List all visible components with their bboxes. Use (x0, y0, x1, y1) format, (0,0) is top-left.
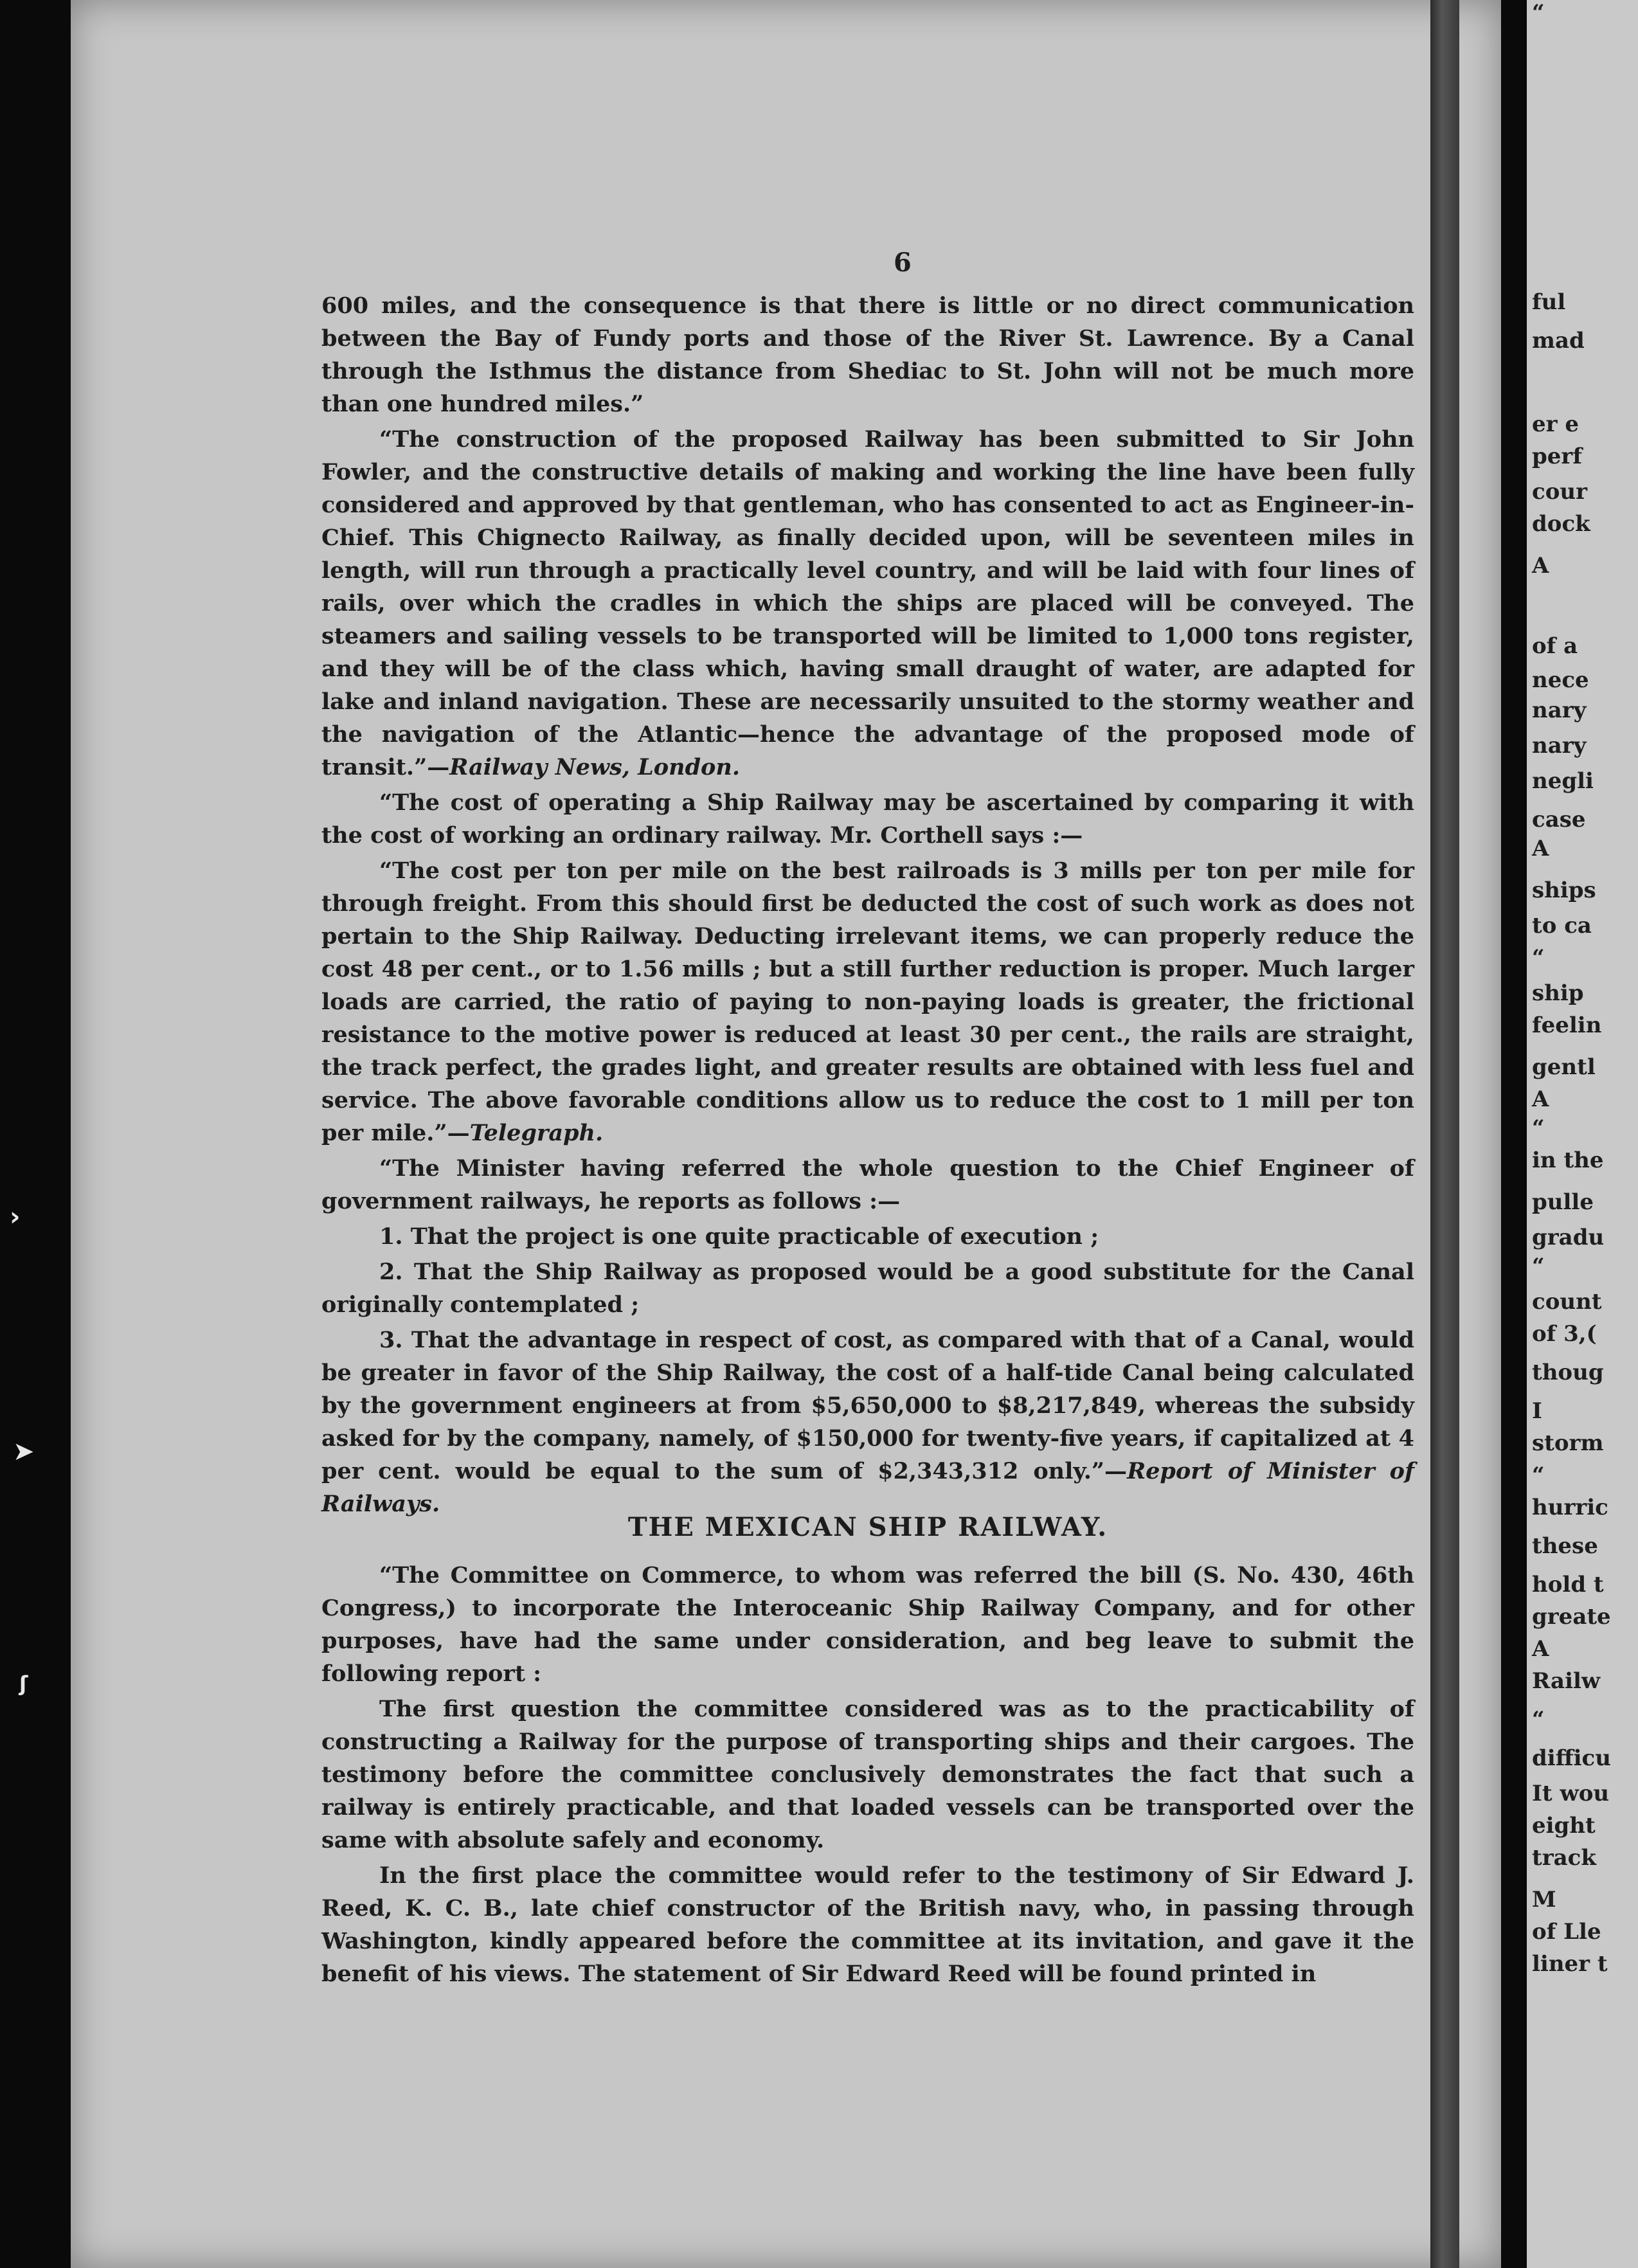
facing-page-fragment: eight (1532, 1813, 1596, 1839)
facing-page-fragment: A (1532, 1636, 1549, 1662)
facing-page-fragment: storm (1532, 1430, 1604, 1456)
facing-page-fragment: these (1532, 1533, 1598, 1559)
facing-page-fragment: “ (1532, 945, 1545, 971)
citation: Report of Minister of Railways. (321, 1458, 1415, 1517)
paragraph: In the first place the committee would refer to the testimony of Sir Edward J. Reed, K. C. B., late chief constructor of the British navy, who, in passing through Washington, kindly appeared before the committee at its invitation, and gave it the benefit of his views. The statement of Sir Edward Reed will be found printed in (321, 1862, 1414, 1987)
quote-text: “The cost per ton per mile on the best railroads is 3 mills per ton per mile for through freight. From this should first be deducted the cost of such work as does not pertain to the Ship Railway. Deducting irrelevant items, we can properly reduce the cost 48 per cent., or to 1.56 mills ; but a still further reduction is proper. Much larger loads are carried, the ratio of paying to non-paying loads is greater, the frictional resistance to the motive power is reduced at least 30 per cent., the rails are straight, the track perfect, the grades light, and greater results are obtained with less fuel and service. The above favorable conditions allow us to reduce the cost to 1 mill per ton per mile.”— (321, 858, 1414, 1146)
facing-page-fragment: “ (1532, 0, 1545, 26)
scan-mark: ʃ (19, 1671, 28, 1696)
paragraph (321, 854, 1414, 1149)
facing-page-fragment: ful (1532, 289, 1566, 315)
facing-page-fragment: “ (1532, 1707, 1545, 1733)
facing-page-fragment: gentl (1532, 1054, 1596, 1080)
facing-page-fragment: dock (1532, 511, 1590, 537)
body-text-upper (321, 289, 1414, 1523)
facing-page-fragment: “ (1532, 1115, 1545, 1141)
facing-page-fragment: feelin (1532, 1013, 1602, 1038)
facing-page-fragment: liner t (1532, 1951, 1608, 1977)
facing-page-fragment: of 3,( (1532, 1321, 1597, 1347)
facing-page-fragment: cour (1532, 479, 1588, 505)
paragraph: The first question the committee considered was as to the practicability of constructing a Railway for the purpose of transporting ships and their cargoes. The testimony before the committee conclusively demonstrates the fact that such a railway is entirely practicable, and that loaded vessels can be transported over the same with absolute safely and economy. (321, 1696, 1414, 1853)
facing-page-edge (1527, 0, 1638, 2268)
paragraph: “The Committee on Commerce, to whom was referred the bill (S. No. 430, 46th Congress,) to incorporate the Interoceanic Ship Railway Company, and for other purposes, have had the same under consideration, and beg leave to submit the following report : (321, 1562, 1414, 1687)
citation: Telegraph. (469, 1120, 604, 1146)
facing-page-fragment: nary (1532, 698, 1587, 723)
facing-page-fragment: “ (1532, 1462, 1545, 1488)
facing-page-fragment: in the (1532, 1148, 1604, 1173)
facing-page-fragment: case (1532, 807, 1586, 833)
facing-page-fragment: hurric (1532, 1495, 1608, 1520)
facing-page-fragment: track (1532, 1845, 1596, 1871)
scan-mark: › (10, 1202, 21, 1232)
facing-page-fragment: of a (1532, 633, 1578, 659)
facing-page-fragment: to ca (1532, 913, 1592, 939)
facing-page-fragment: hold t (1532, 1572, 1604, 1598)
facing-page-fragment: mad (1532, 328, 1585, 354)
scan-mark: ➤ (13, 1437, 35, 1466)
body-text-lower (321, 1559, 1414, 1993)
paragraph: “The Minister having referred the whole question to the Chief Engineer of government railways, he reports as follows :— (321, 1155, 1414, 1214)
list-item: 2. That the Ship Railway as proposed would be a good substitute for the Canal originally contemplated ; (321, 1259, 1414, 1318)
facing-page-fragment: count (1532, 1289, 1602, 1315)
paragraph: “The cost of operating a Ship Railway may be ascertained by comparing it with the cost of working an ordinary railway. Mr. Corthell says :— (321, 789, 1414, 849)
facing-page-fragment: I (1532, 1398, 1542, 1424)
facing-page-fragment: of Lle (1532, 1919, 1601, 1945)
paragraph: 600 miles, and the consequence is that there is little or no direct communication between the Bay of Fundy ports and those of the River St. Lawrence. By a Canal through the Isthmus the distance from Shediac to St. John will not be much more than one hundred miles.” (321, 292, 1414, 417)
paragraph (321, 423, 1414, 784)
list-item (321, 1324, 1414, 1520)
facing-page-fragment: pulle (1532, 1189, 1594, 1215)
page-gutter (1430, 0, 1459, 2268)
facing-page-fragment: A (1532, 1086, 1549, 1112)
facing-page-fragment: nary (1532, 733, 1587, 759)
facing-page-fragment: A (1532, 553, 1549, 579)
facing-page-fragment: Railw (1532, 1668, 1601, 1694)
facing-page-fragment: ship (1532, 980, 1584, 1006)
facing-page-fragment: difficu (1532, 1745, 1611, 1771)
quote-text: “The construction of the proposed Railway has been submitted to Sir John Fowler, and the constructive details of making and working the line have been fully considered and approved by that gentleman, who has consented to act as Engineer-in-Chief. This Chignecto Railway, as finally decided upon, will be seventeen miles in length, will run through a practically level country, and will be laid with four lines of rails, over which the cradles in which the ships are placed will be conveyed. The steamers and sailing vessels to be transported will be limited to 1,000 tons register, and they will be of the class which, having small draught of water, are adapted for lake and inland navigation. These are necessarily unsuited to the stormy weather and the navigation of the Atlantic—hence the advantage of the proposed mode of transit.”— (321, 426, 1414, 780)
facing-page-fragment: gradu (1532, 1225, 1605, 1250)
citation: Railway News, London. (449, 754, 741, 780)
facing-page-fragment: nece (1532, 667, 1589, 693)
facing-page-fragment: thoug (1532, 1360, 1604, 1385)
facing-page-fragment: er e (1532, 411, 1580, 437)
facing-page-fragment: negli (1532, 768, 1594, 794)
facing-page-fragment: perf (1532, 444, 1582, 469)
facing-page-fragment: A (1532, 836, 1549, 861)
facing-page-fragment: It wou (1532, 1781, 1610, 1806)
facing-page-fragment: greate (1532, 1604, 1611, 1630)
facing-page-fragment: M (1532, 1887, 1556, 1913)
facing-page-fragment: ships (1532, 878, 1596, 903)
facing-page-fragment: “ (1532, 1254, 1545, 1279)
quote-text: 3. That the advantage in respect of cost, as compared with that of a Canal, would be greater in favor of the Ship Railway, the cost of a half-tide Canal being calculated by the government engineers at from $5,650,000 to $8,217,849, whereas the subsidy asked for by the company, namely, of $150,000 for twenty-five years, if capitalized at 4 per cent. would be equal to the sum of $2,343,312 only.”— (321, 1327, 1414, 1484)
section-heading: THE MEXICAN SHIP RAILWAY. (627, 1512, 1108, 1542)
page-number: 6 (894, 248, 912, 278)
list-item: 1. That the project is one quite practicable of execution ; (379, 1223, 1099, 1250)
